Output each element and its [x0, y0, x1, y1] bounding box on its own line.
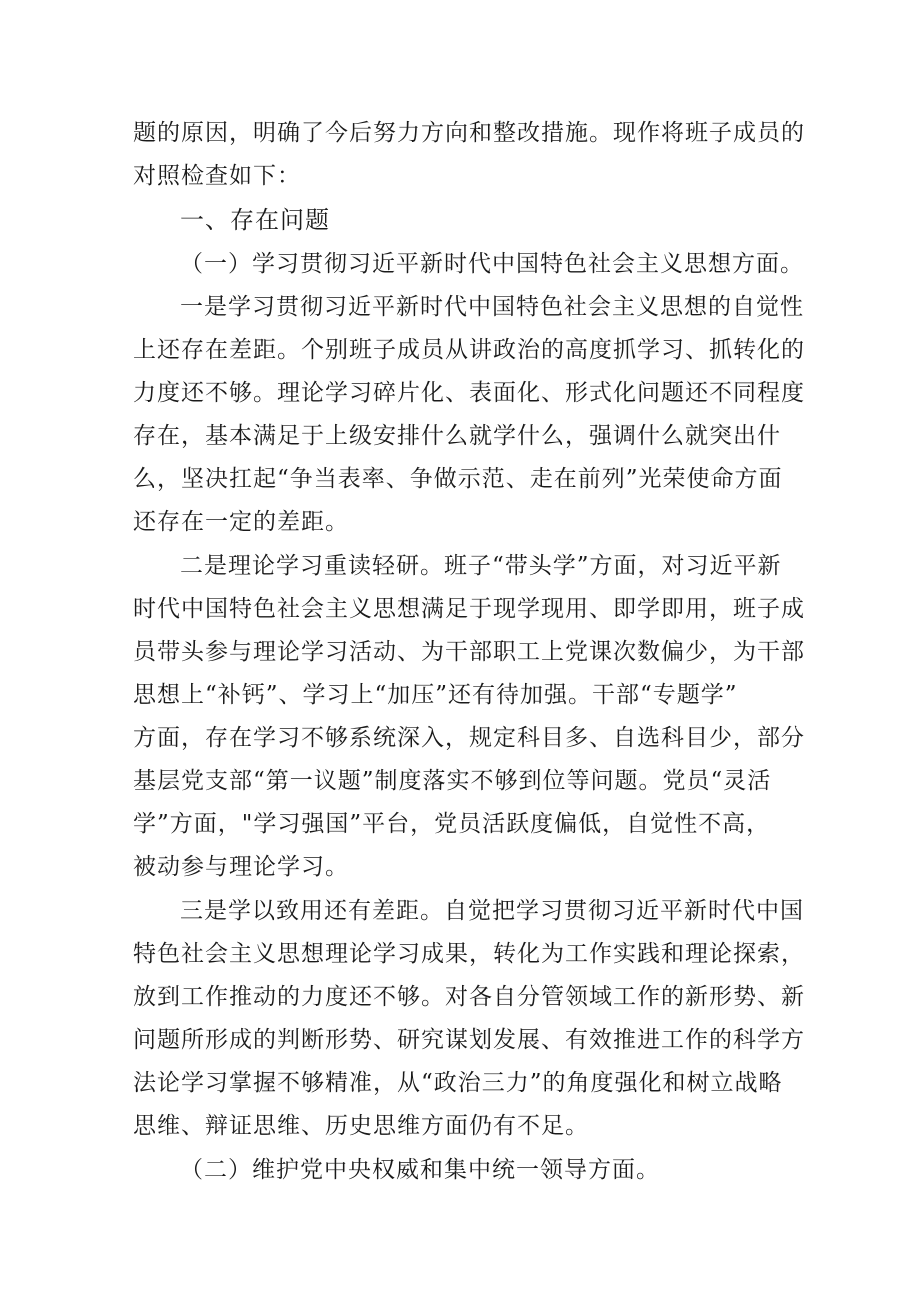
paragraph-line: 问题所形成的判断形势、研究谋划发展、有效推进工作的科学方: [133, 1027, 805, 1053]
paragraph-line: 法论学习掌握不够精准，从“政治三力”的角度强化和树立战略: [133, 1070, 783, 1096]
paragraph-line: 思想上“补钙”、学习上“加压”还有待加强。干部“专题学”: [133, 682, 738, 708]
paragraph-line: 被动参与理论学习。: [133, 854, 349, 880]
paragraph-line: 基层党支部“第一议题”制度落实不够到位等问题。党员“灵活: [133, 768, 772, 794]
paragraph-line: 时代中国特色社会主义思想满足于现学现用、即学即用，班子成: [133, 596, 805, 622]
paragraph-line: 学”方面，"学习强国”平台，党员活跃度偏低，自觉性不高，: [133, 811, 771, 837]
paragraph-line: 方面，存在学习不够系统深入，规定科目多、自选科目少，部分: [133, 725, 805, 751]
paragraph-line: 还存在一定的差距。: [133, 509, 349, 535]
subsection-heading: （一）学习贯彻习近平新时代中国特色社会主义思想方面。: [180, 251, 804, 277]
paragraph-line: 二是理论学习重读轻研。班子“带头学”方面，对习近平新: [180, 553, 782, 579]
paragraph-line: 存在，基本满足于上级安排什么就学什么，强调什么就突出什: [133, 423, 781, 449]
paragraph-line: 放到工作推动的力度还不够。对各自分管领域工作的新形势、新: [133, 984, 805, 1010]
paragraph-line: 特色社会主义思想理论学习成果，转化为工作实践和理论探索，: [133, 941, 805, 967]
subsection-heading: （二）维护党中央权威和集中统一领导方面。: [180, 1157, 660, 1183]
paragraph-line: 三是学以致用还有差距。自觉把学习贯彻习近平新时代中国: [180, 898, 804, 924]
paragraph-line: 题的原因，明确了今后努力方向和整改措施。现作将班子成员的: [133, 120, 805, 146]
paragraph-line: 上还存在差距。个别班子成员从讲政治的高度抓学习、抓转化的: [133, 337, 805, 363]
paragraph-line: 一是学习贯彻习近平新时代中国特色社会主义思想的自觉性: [180, 294, 804, 320]
paragraph-line: 对照检查如下：: [133, 163, 301, 189]
section-heading: 一、存在问题: [180, 206, 330, 234]
paragraph-line: 么，坚决扛起“争当表率、争做示范、走在前列”光荣使命方面: [133, 466, 783, 492]
paragraph-line: 思维、辩证思维、历史思维方面仍有不足。: [133, 1113, 589, 1139]
paragraph-line: 力度还不够。理论学习碎片化、表面化、形式化问题还不同程度: [133, 380, 805, 406]
paragraph-line: 员带头参与理论学习活动、为干部职工上党课次数偏少，为干部: [133, 639, 805, 665]
